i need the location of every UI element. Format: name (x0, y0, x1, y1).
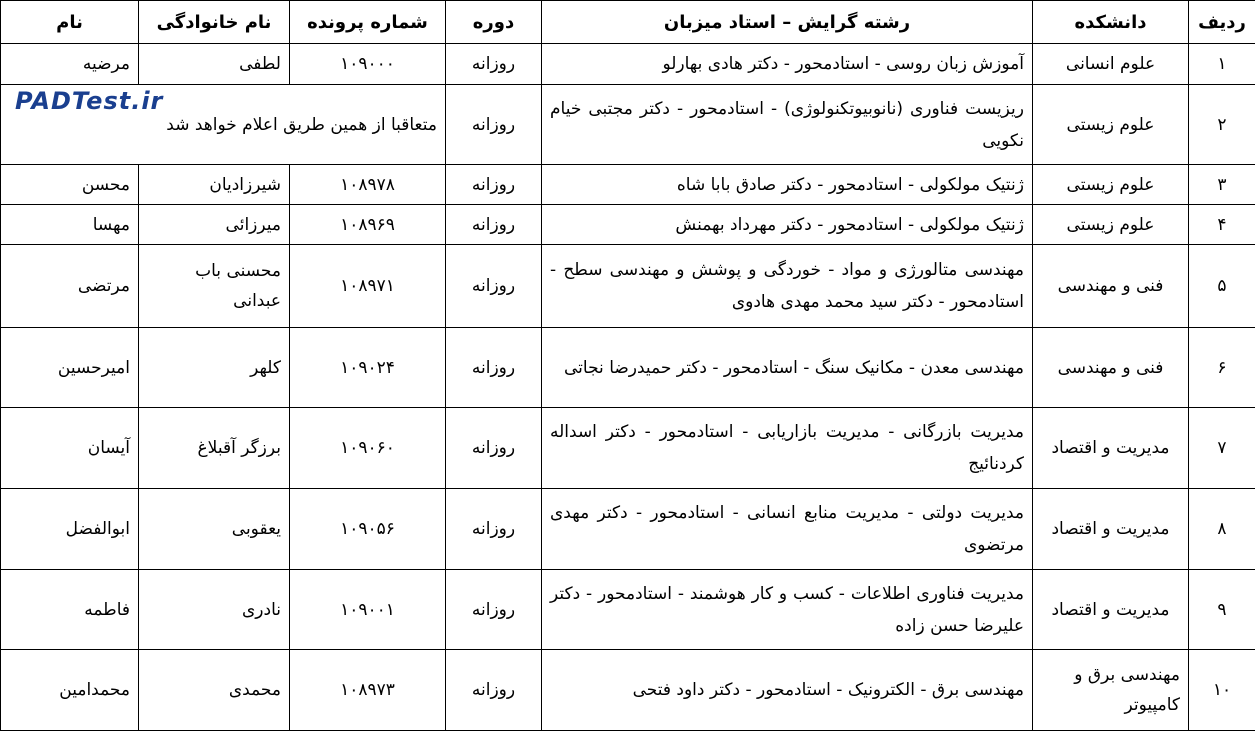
field-cell: مدیریت فناوری اطلاعات - کسب و کار هوشمند - استادمحور - دکتر علیرضا حسن زاده (542, 570, 1033, 650)
header-last-name: نام خانوادگی (139, 1, 290, 44)
table-row (1, 328, 1255, 408)
last-name-cell: محسنی باب عبدانی (139, 245, 290, 328)
row-number: ۷ (1189, 408, 1255, 489)
row-number: ۶ (1189, 328, 1255, 408)
period-cell: روزانه (446, 408, 542, 489)
watermark-logo: PADTest.ir (15, 87, 164, 115)
faculty-cell: فنی و مهندسی (1033, 328, 1189, 408)
field-cell: مهندسی متالورژی و مواد - خوردگی و پوشش و مهندسی سطح - استادمحور - دکتر سید محمد مهدی هادوی (542, 245, 1033, 328)
file-number-cell: ۱۰۹۰۰۰ (290, 44, 446, 85)
table-row (1, 165, 1255, 205)
file-number-cell: ۱۰۹۰۶۰ (290, 408, 446, 489)
header-first-name: نام (1, 1, 139, 44)
announcement-note: متعاقبا از همین طریق اعلام خواهد شد (166, 114, 437, 135)
faculty-cell: فنی و مهندسی (1033, 245, 1189, 328)
first-name-cell: فاطمه (1, 570, 139, 650)
table-row (1, 205, 1255, 245)
field-cell: آموزش زبان روسی - استادمحور - دکتر هادی بهارلو (542, 44, 1033, 85)
faculty-cell: علوم زیستی (1033, 85, 1189, 165)
table-row (1, 44, 1255, 85)
first-name-cell: مهسا (1, 205, 139, 245)
period-cell: روزانه (446, 165, 542, 205)
faculty-cell: مدیریت و اقتصاد (1033, 570, 1189, 650)
last-name-cell: میرزائی (139, 205, 290, 245)
field-cell: ژنتیک مولکولی - استادمحور - دکتر صادق بابا شاه (542, 165, 1033, 205)
header-file-number: شماره پرونده (290, 1, 446, 44)
first-name-cell: ابوالفضل (1, 489, 139, 570)
header-faculty: دانشکده (1033, 1, 1189, 44)
table-row (1, 650, 1255, 731)
last-name-cell: محمدی (139, 650, 290, 731)
row-number: ۳ (1189, 165, 1255, 205)
table-row (1, 408, 1255, 489)
field-cell: مدیریت دولتی - مدیریت منابع انسانی - استادمحور - دکتر مهدی مرتضوی (542, 489, 1033, 570)
first-name-cell: آیسان (1, 408, 139, 489)
first-name-cell: محمدامین (1, 650, 139, 731)
faculty-cell: علوم زیستی (1033, 165, 1189, 205)
row-number: ۹ (1189, 570, 1255, 650)
table-row (1, 489, 1255, 570)
faculty-cell: مدیریت و اقتصاد (1033, 408, 1189, 489)
header-row-number: ردیف (1189, 1, 1255, 44)
last-name-cell: لطفی (139, 44, 290, 85)
row-number: ۵ (1189, 245, 1255, 328)
table-row (1, 245, 1255, 328)
field-cell: مهندسی برق - الکترونیک - استادمحور - دکتر داود فتحی (542, 650, 1033, 731)
period-cell: روزانه (446, 489, 542, 570)
period-cell: روزانه (446, 85, 542, 165)
file-number-cell: ۱۰۸۹۷۳ (290, 650, 446, 731)
row-number: ۸ (1189, 489, 1255, 570)
faculty-cell: علوم انسانی (1033, 44, 1189, 85)
period-cell: روزانه (446, 44, 542, 85)
header-period: دوره (446, 1, 542, 44)
file-number-cell: ۱۰۹۰۰۱ (290, 570, 446, 650)
first-name-cell: مرتضی (1, 245, 139, 328)
file-number-cell: ۱۰۹۰۵۶ (290, 489, 446, 570)
row-number: ۲ (1189, 85, 1255, 165)
first-name-cell: محسن (1, 165, 139, 205)
faculty-cell: علوم زیستی (1033, 205, 1189, 245)
faculty-cell: مهندسی برق و کامپیوتر (1033, 650, 1189, 731)
period-cell: روزانه (446, 650, 542, 731)
file-number-cell: ۱۰۸۹۷۸ (290, 165, 446, 205)
table-row (1, 570, 1255, 650)
first-name-cell: امیرحسین (1, 328, 139, 408)
last-name-cell: کلهر (139, 328, 290, 408)
period-cell: روزانه (446, 205, 542, 245)
header-row (1, 1, 1255, 44)
faculty-cell: مدیریت و اقتصاد (1033, 489, 1189, 570)
file-number-cell: ۱۰۸۹۷۱ (290, 245, 446, 328)
last-name-cell: شیرزادیان (139, 165, 290, 205)
announcement-cell (1, 85, 446, 165)
last-name-cell: یعقوبی (139, 489, 290, 570)
row-number: ۱۰ (1189, 650, 1255, 731)
field-cell: ژنتیک مولکولی - استادمحور - دکتر مهرداد بهمنش (542, 205, 1033, 245)
file-number-cell: ۱۰۸۹۶۹ (290, 205, 446, 245)
period-cell: روزانه (446, 328, 542, 408)
table-row (1, 85, 1255, 165)
row-number: ۱ (1189, 44, 1255, 85)
header-field: رشته گرایش – استاد میزبان (542, 1, 1033, 44)
file-number-cell: ۱۰۹۰۲۴ (290, 328, 446, 408)
first-name-cell: مرضیه (1, 44, 139, 85)
last-name-cell: برزگر آقبلاغ (139, 408, 290, 489)
field-cell: مدیریت بازرگانی - مدیریت بازاریابی - استادمحور - دکتر اسداله کردنائیج (542, 408, 1033, 489)
row-number: ۴ (1189, 205, 1255, 245)
field-cell: مهندسی معدن - مکانیک سنگ - استادمحور - دکتر حمیدرضا نجاتی (542, 328, 1033, 408)
period-cell: روزانه (446, 245, 542, 328)
period-cell: روزانه (446, 570, 542, 650)
last-name-cell: نادری (139, 570, 290, 650)
field-cell: ریزیست فناوری (نانوبیوتکنولوژی) - استادمحور - دکتر مجتبی خیام نکویی (542, 85, 1033, 165)
